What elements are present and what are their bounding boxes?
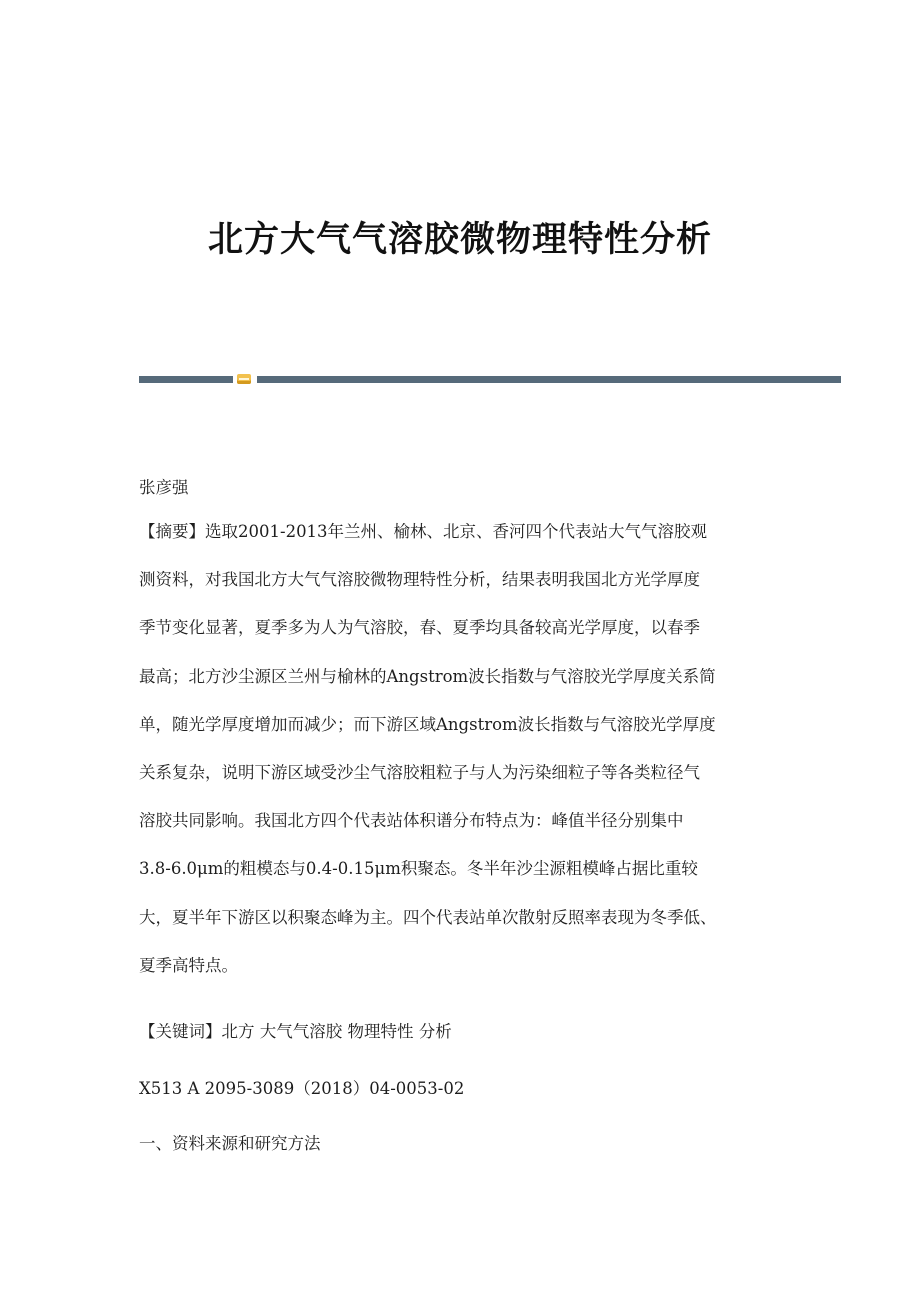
divider-ornament-icon [237, 374, 251, 384]
abstract [139, 522, 784, 1004]
abstract-line: 关系复杂，说明下游区域受沙尘气溶胶粗粒子与人为污染细粒子等各类粒径气 [139, 762, 700, 782]
section-heading: 一、资料来源和研究方法 [139, 1134, 321, 1153]
abstract-line: 夏季高特点。 [139, 955, 238, 975]
abstract-line: 3.8-6.0μm的粗模态与0.4-0.15μm积聚态。冬半年沙尘源粗模峰占据比重较 [139, 859, 698, 879]
abstract-line: 单，随光学厚度增加而减少；而下游区域Angstrom波长指数与气溶胶光学厚度 [139, 714, 716, 734]
title-divider [139, 374, 841, 384]
classification-code: X513 A 2095-3089（2018）04-0053-02 [139, 1079, 465, 1098]
document-title: 北方大气气溶胶微物理特性分析 [207, 219, 712, 260]
abstract-line: 测资料，对我国北方大气气溶胶微物理特性分析，结果表明我国北方光学厚度 [139, 570, 700, 590]
author-name: 张彦强 [139, 478, 189, 497]
abstract-line: 【摘要】选取2001-2013年兰州、榆林、北京、香河四个代表站大气气溶胶观 [139, 522, 708, 541]
abstract-line: 大，夏半年下游区以积聚态峰为主。四个代表站单次散射反照率表现为冬季低、 [139, 907, 717, 927]
abstract-line: 季节变化显著，夏季多为人为气溶胶，春、夏季均具备较高光学厚度，以春季 [139, 618, 700, 638]
keywords: 【关键词】北方 大气气溶胶 物理特性 分析 [139, 1022, 452, 1041]
abstract-line: 溶胶共同影响。我国北方四个代表站体积谱分布特点为：峰值半径分别集中 [139, 811, 684, 831]
abstract-line: 最高；北方沙尘源区兰州与榆林的Angstrom波长指数与气溶胶光学厚度关系简 [139, 666, 716, 686]
divider-right-bar [257, 376, 841, 383]
divider-left-bar [139, 376, 233, 383]
